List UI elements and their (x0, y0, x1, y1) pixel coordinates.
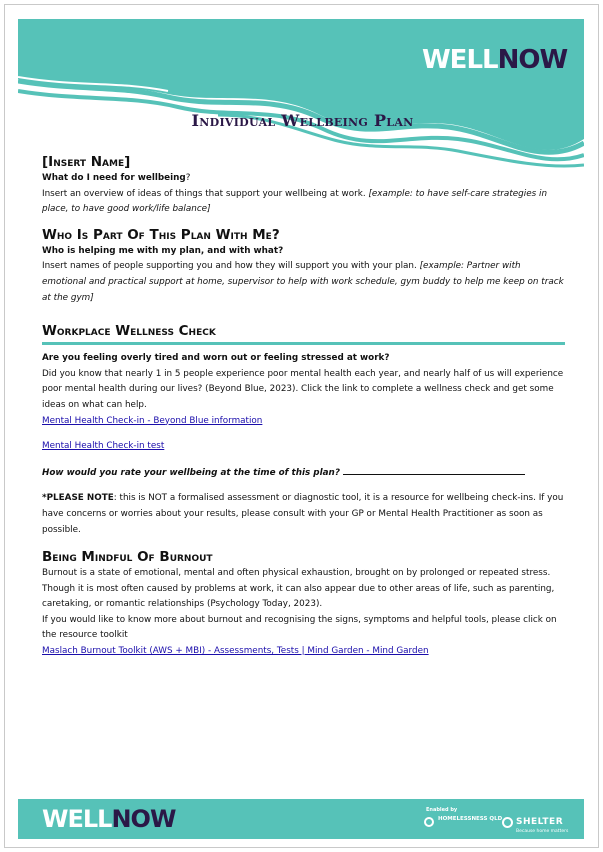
page-title: Individual Wellbeing Plan (191, 111, 414, 130)
name-heading: [Insert Name] (42, 154, 131, 170)
wellbeing-question: What do I need for wellbeing? (42, 173, 191, 183)
wellnow-logo: WELLNOW (422, 45, 568, 75)
shelter-icon (502, 817, 513, 828)
people-body: Insert names of people supporting you and how they will support you with your plan. [example: Partner with emotional and practical support at home, supervisor to help with work schedule, gym buddy to help me keep on track at the gym] (42, 261, 564, 303)
wellbeing-body: Insert an overview of ideas of things that support your wellbeing at work. [example: to have self-care strategies in place, to have good work/life balance] (42, 188, 548, 215)
burnout-body: Burnout is a state of emotional, mental and often physical exhaustion, brought on by prolonged or repeated stress. Though it is most often caused by problems at work, it can also appear due to other areas of life, such as parenting, caretaking, or romantic relationships (Psychology Today, 2023). (42, 568, 555, 610)
homelessness-qld-icon (424, 817, 434, 827)
footer-wellnow-logo: WELLNOW (42, 805, 176, 833)
enabled-by-label: Enabled by (426, 807, 458, 813)
people-question: Who is helping me with my plan, and with what? (42, 245, 284, 256)
wave-graphic (18, 19, 584, 169)
header-banner (18, 19, 584, 169)
beyond-blue-info-link[interactable]: Mental Health Check-in - Beyond Blue information (42, 415, 263, 426)
rating-blank-line (343, 465, 525, 475)
footer-banner: WELLNOW Enabled by HOMELESSNESS QLD SHELTER Because home matters (18, 799, 584, 839)
burnout-heading: Being Mindful Of Burnout (42, 549, 213, 566)
wellness-question: Are you feeling overly tired and worn out or feeling stressed at work? (42, 353, 390, 364)
document-body (42, 149, 567, 660)
document-page (4, 4, 599, 848)
people-heading: Who Is Part Of This Plan With Me? (42, 226, 280, 243)
burnout-toolkit-link[interactable]: Maslach Burnout Toolkit (AWS + MBI) - Assessments, Tests | Mind Garden - Mind Garden (42, 646, 429, 657)
assessment-note: *PLEASE NOTE: this is NOT a formalised assessment or diagnostic tool, it is a resource for wellbeing check-ins. If you have concerns or worries about your results, please consult with your GP or Mental Health Practitioner as soon as possible. (42, 493, 564, 535)
wellness-heading: Workplace Wellness Check (42, 323, 216, 340)
rating-question: How would you rate your wellbeing at the time of this plan? (42, 465, 567, 482)
burnout-toolkit-text: If you would like to know more about burnout and recognising the signs, symptoms and helpful tools, please click on the resource toolkit (42, 614, 557, 641)
section-divider (42, 342, 565, 345)
wellness-body: Did you know that nearly 1 in 5 people experience poor mental health each year, and nearly half of us will experience poor mental health during our lives? (Beyond Blue, 2023). Click the link to complete a wellness check and get some ideas on what can help. (42, 368, 564, 410)
mental-health-test-link[interactable]: Mental Health Check-in test (42, 441, 165, 452)
